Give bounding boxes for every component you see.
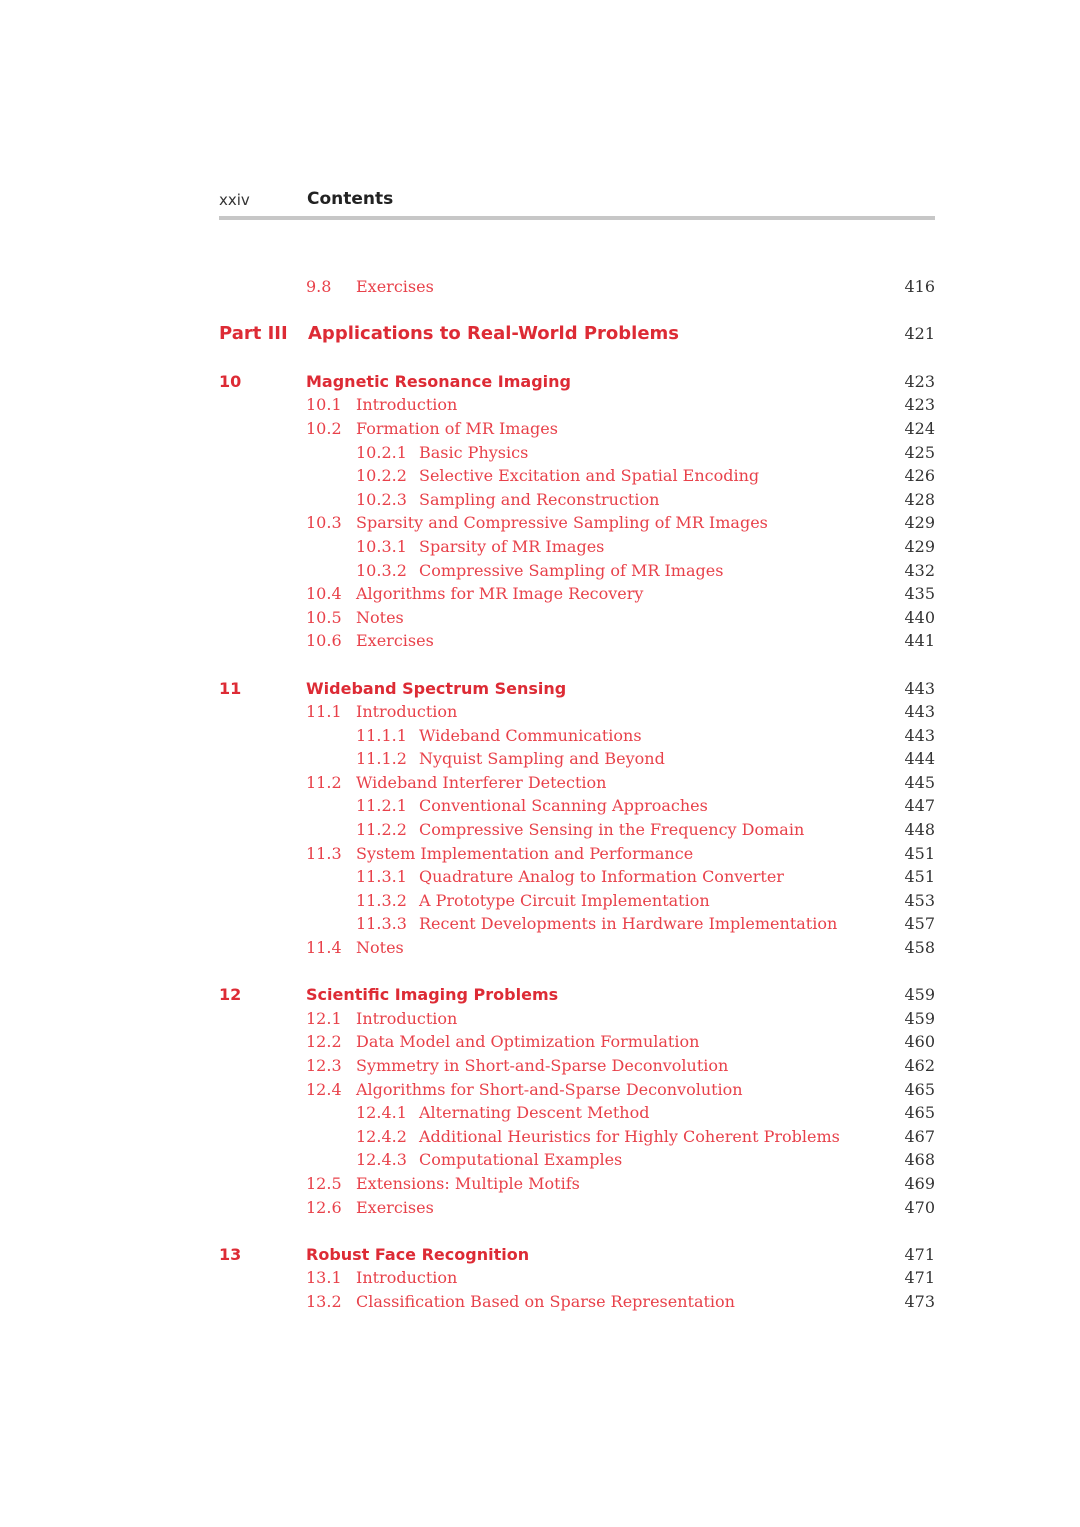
toc-entry-number: 10.6: [306, 631, 342, 651]
toc-sec-entry[interactable]: [219, 700, 935, 724]
toc-sec-entry[interactable]: [219, 771, 935, 795]
header-rule: [219, 216, 935, 220]
toc-entry-title[interactable]: Introduction: [356, 702, 458, 722]
toc-entry-title[interactable]: Exercises: [356, 631, 434, 651]
toc-entry-page: 432: [904, 560, 935, 580]
toc-sub-entry[interactable]: [219, 818, 935, 842]
toc-entry-title[interactable]: Introduction: [356, 1008, 458, 1028]
toc-chap-entry[interactable]: [219, 1243, 935, 1267]
toc-entry-title[interactable]: Compressive Sampling of MR Images: [419, 560, 724, 580]
toc-entry-title[interactable]: Introduction: [356, 395, 458, 415]
toc-entry-title[interactable]: Sparsity and Compressive Sampling of MR Images: [356, 513, 768, 533]
toc-sub-entry[interactable]: [219, 724, 935, 748]
toc-entry-number: 10.3.2: [356, 560, 407, 580]
toc-entry-page: 471: [904, 1244, 935, 1264]
toc-entry-page: 453: [904, 890, 935, 910]
toc-sec-entry[interactable]: [219, 1266, 935, 1290]
toc-entry-title[interactable]: Recent Developments in Hardware Implementation: [419, 914, 838, 934]
toc-entry-page: 459: [904, 985, 935, 1005]
toc-entry-page: 416: [904, 277, 935, 296]
toc-entry-title[interactable]: Introduction: [356, 1268, 458, 1288]
toc-entry-number: 12.6: [306, 1197, 342, 1217]
toc-entry-title[interactable]: Conventional Scanning Approaches: [419, 796, 708, 816]
toc-entry-page: 435: [904, 584, 935, 604]
toc-entry-number: 12.4.1: [356, 1103, 407, 1123]
toc-entry-page: 448: [904, 820, 935, 840]
toc-entry-page: 471: [904, 1268, 935, 1288]
toc-entry-title[interactable]: Algorithms for MR Image Recovery: [356, 584, 644, 604]
toc-sec-entry[interactable]: [219, 275, 935, 299]
toc-sec-entry[interactable]: [219, 1054, 935, 1078]
toc-entry-number: 10.3.1: [356, 536, 407, 556]
toc-sec-entry[interactable]: [219, 1007, 935, 1031]
toc-entry-number: 11: [219, 678, 242, 698]
toc-entry-page: 444: [904, 749, 935, 769]
toc-entry-title[interactable]: Classification Based on Sparse Representation: [356, 1291, 735, 1311]
toc-entry-page: 468: [904, 1150, 935, 1170]
toc-sub-entry[interactable]: [219, 464, 935, 488]
toc-entry-title[interactable]: Sampling and Reconstruction: [419, 489, 660, 509]
toc-entry-page: 459: [904, 1008, 935, 1028]
toc-entry-number: Part III: [219, 323, 288, 345]
toc-sub-entry[interactable]: [219, 1125, 935, 1149]
toc-entry-title[interactable]: Magnetic Resonance Imaging: [306, 371, 571, 391]
toc-entry-page: 441: [904, 631, 935, 651]
toc-sub-entry[interactable]: [219, 441, 935, 465]
toc-entry-page: 451: [904, 843, 935, 863]
page-title: Contents: [307, 189, 394, 209]
toc-entry-page: 421: [904, 324, 935, 344]
toc-chap-entry[interactable]: [219, 983, 935, 1007]
table-of-contents: [219, 275, 935, 1314]
toc-entry-title[interactable]: Extensions: Multiple Motifs: [356, 1173, 580, 1193]
toc-entry-page: 465: [904, 1079, 935, 1099]
toc-chap-entry[interactable]: [219, 677, 935, 701]
toc-sec-entry[interactable]: [219, 1078, 935, 1102]
toc-entry-title[interactable]: Wideband Communications: [419, 725, 642, 745]
toc-entry-number: 12.4.3: [356, 1150, 407, 1170]
toc-entry-title[interactable]: Symmetry in Short-and-Sparse Deconvolution: [356, 1056, 729, 1075]
toc-entry-page: 429: [904, 513, 935, 533]
toc-entry-title[interactable]: Algorithms for Short-and-Sparse Deconvolution: [356, 1079, 743, 1099]
toc-entry-number: 10: [219, 371, 242, 391]
toc-sub-entry[interactable]: [219, 747, 935, 771]
toc-entry-page: 458: [904, 938, 935, 958]
toc-sub-entry[interactable]: [219, 912, 935, 936]
toc-entry-title[interactable]: Notes: [356, 607, 404, 627]
toc-entry-title[interactable]: Formation of MR Images: [356, 418, 558, 438]
toc-entry-number: 10.1: [306, 395, 342, 415]
toc-entry-title[interactable]: Basic Physics: [419, 442, 529, 462]
toc-entry-page: 443: [904, 678, 935, 698]
toc-entry-page: 462: [904, 1056, 935, 1075]
toc-entry-number: 12.4.2: [356, 1126, 407, 1146]
toc-sub-entry[interactable]: [219, 865, 935, 889]
toc-entry-title[interactable]: Applications to Real-World Problems: [308, 323, 680, 345]
toc-part-entry[interactable]: [219, 322, 935, 346]
toc-entry-page: 423: [904, 371, 935, 391]
toc-entry-number: 11.2: [306, 772, 342, 792]
toc-entry-page: 451: [904, 867, 935, 887]
toc-entry-number: 11.1: [306, 702, 342, 722]
toc-entry-page: 443: [904, 702, 935, 722]
toc-entry-page: 465: [904, 1103, 935, 1123]
toc-sub-entry[interactable]: [219, 794, 935, 818]
toc-sec-entry[interactable]: [219, 842, 935, 866]
toc-entry-title[interactable]: Sparsity of MR Images: [419, 536, 605, 556]
toc-entry-number: 11.1.1: [356, 725, 407, 745]
toc-entry-page: 445: [904, 772, 935, 792]
toc-entry-number: 10.2.1: [356, 442, 407, 462]
toc-entry-title[interactable]: Scientific Imaging Problems: [306, 985, 559, 1005]
toc-sec-entry[interactable]: [219, 1172, 935, 1196]
toc-entry-number: 10.2.3: [356, 489, 407, 509]
toc-entry-number: 10.2.2: [356, 466, 407, 486]
toc-entry-number: 11.2.1: [356, 796, 407, 816]
toc-entry-page: 473: [904, 1291, 935, 1311]
toc-entry-page: 429: [904, 536, 935, 556]
toc-entry-title[interactable]: Exercises: [356, 1197, 434, 1217]
toc-entry-number: 13.1: [306, 1268, 342, 1288]
toc-entry-title[interactable]: Exercises: [356, 277, 434, 296]
toc-chap-entry[interactable]: [219, 370, 935, 394]
toc-entry-number: 10.4: [306, 584, 342, 604]
toc-sec-entry[interactable]: [219, 417, 935, 441]
toc-entry-title[interactable]: Alternating Descent Method: [419, 1103, 650, 1123]
toc-entry-number: 12.3: [306, 1056, 342, 1075]
toc-entry-page: 426: [904, 466, 935, 486]
toc-entry-page: 470: [904, 1197, 935, 1217]
toc-entry-page: 447: [904, 796, 935, 816]
toc-entry-number: 10.5: [306, 607, 342, 627]
toc-entry-number: 11.3.2: [356, 890, 407, 910]
toc-entry-number: 11.1.2: [356, 749, 407, 769]
toc-entry-title[interactable]: A Prototype Circuit Implementation: [419, 890, 710, 910]
toc-sec-entry[interactable]: [219, 511, 935, 535]
toc-sub-entry[interactable]: [219, 488, 935, 512]
toc-entry-title[interactable]: Quadrature Analog to Information Converter: [419, 867, 784, 887]
toc-entry-number: 12.1: [306, 1008, 342, 1028]
toc-entry-title[interactable]: Additional Heuristics for Highly Coherent Problems: [419, 1126, 840, 1146]
page-header: [219, 189, 935, 223]
toc-entry-number: 12: [219, 985, 242, 1005]
toc-entry-page: 469: [904, 1173, 935, 1193]
toc-sec-entry[interactable]: [219, 1030, 935, 1054]
toc-entry-number: 11.4: [306, 938, 342, 958]
toc-sec-entry[interactable]: [219, 629, 935, 653]
toc-entry-title[interactable]: Robust Face Recognition: [306, 1244, 530, 1264]
toc-entry-page: 457: [904, 914, 935, 934]
toc-entry-title[interactable]: Selective Excitation and Spatial Encoding: [419, 466, 760, 486]
toc-entry-number: 9.8: [306, 277, 332, 296]
toc-entry-page: 424: [904, 418, 935, 438]
toc-entry-page: 443: [904, 725, 935, 745]
toc-entry-number: 12.5: [306, 1173, 342, 1193]
toc-sub-entry[interactable]: [219, 889, 935, 913]
toc-entry-title[interactable]: Wideband Interferer Detection: [356, 772, 607, 792]
toc-entry-number: 11.2.2: [356, 820, 407, 840]
toc-entry-page: 428: [904, 489, 935, 509]
page-number: xxiv: [219, 191, 250, 209]
toc-sub-entry[interactable]: [219, 1148, 935, 1172]
toc-entry-page: 460: [904, 1032, 935, 1052]
toc-entry-number: 11.3: [306, 843, 342, 863]
toc-entry-number: 12.2: [306, 1032, 342, 1052]
toc-sec-entry[interactable]: [219, 606, 935, 630]
toc-entry-title[interactable]: Data Model and Optimization Formulation: [356, 1032, 700, 1052]
toc-sec-entry[interactable]: [219, 393, 935, 417]
toc-entry-title[interactable]: Notes: [356, 938, 404, 958]
toc-sec-entry[interactable]: [219, 1196, 935, 1220]
toc-entry-number: 13.2: [306, 1291, 342, 1311]
toc-sub-entry[interactable]: [219, 535, 935, 559]
toc-entry-page: 423: [904, 395, 935, 415]
toc-entry-number: 11.3.3: [356, 914, 407, 934]
toc-entry-title[interactable]: System Implementation and Performance: [356, 843, 694, 863]
toc-entry-number: 12.4: [306, 1079, 342, 1099]
toc-sec-entry[interactable]: [219, 582, 935, 606]
toc-entry-title[interactable]: Nyquist Sampling and Beyond: [419, 749, 665, 769]
toc-sec-entry[interactable]: [219, 1290, 935, 1314]
toc-entry-page: 467: [904, 1126, 935, 1146]
toc-entry-title[interactable]: Wideband Spectrum Sensing: [306, 678, 567, 698]
toc-entry-title[interactable]: Computational Examples: [419, 1150, 623, 1170]
toc-entry-number: 13: [219, 1244, 242, 1264]
toc-sub-entry[interactable]: [219, 559, 935, 583]
toc-entry-page: 440: [904, 607, 935, 627]
toc-entry-number: 10.2: [306, 418, 342, 438]
toc-entry-title[interactable]: Compressive Sensing in the Frequency Domain: [419, 820, 805, 840]
toc-sub-entry[interactable]: [219, 1101, 935, 1125]
toc-sec-entry[interactable]: [219, 936, 935, 960]
toc-entry-number: 11.3.1: [356, 867, 407, 887]
toc-entry-number: 10.3: [306, 513, 342, 533]
toc-entry-page: 425: [904, 442, 935, 462]
